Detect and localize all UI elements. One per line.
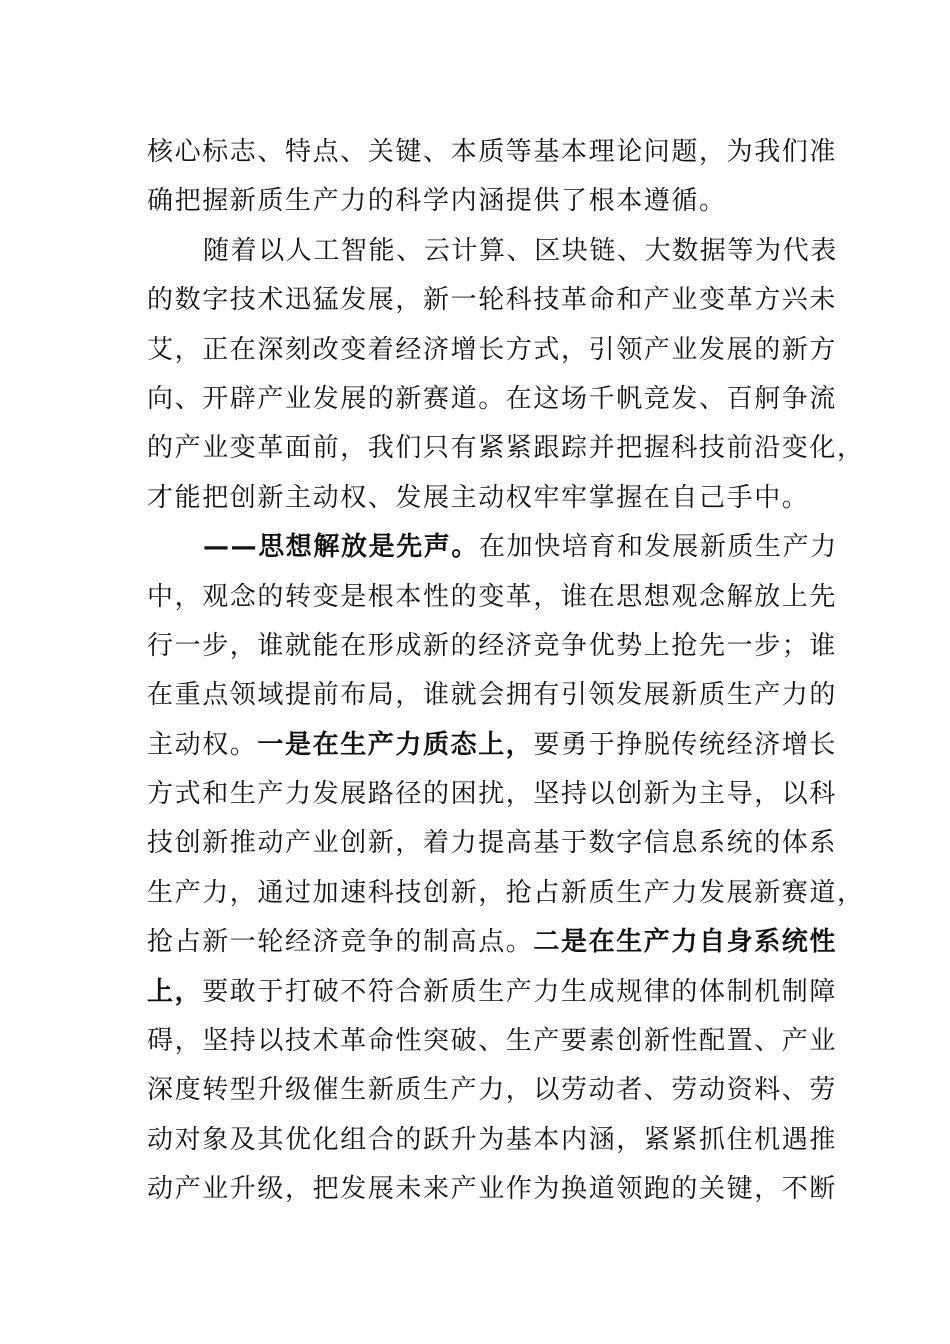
body-text: [147, 128, 865, 1215]
text-line: 艾，正在深刻改变着经济增长方式，引领产业发展的新方: [147, 334, 838, 365]
text-line: 生产力，通过加速科技创新，抢占新质生产力发展新赛道，: [147, 877, 865, 908]
text-line: [147, 968, 838, 1017]
text-line: 确把握新质生产力的科学内涵提供了根本遵循。: [147, 186, 727, 217]
text-line: 中，观念的转变是根本性的变革，谁在思想观念解放上先: [147, 581, 838, 612]
text-line: 碍，坚持以技术革命性突破、生产要素创新性配置、产业: [147, 1026, 838, 1057]
emphasis-text: 上，: [147, 976, 203, 1007]
text-line: [147, 523, 838, 572]
text-line: 方式和生产力发展路径的困扰，坚持以创新为主导，以科: [147, 779, 838, 810]
text-segment: 抢占新一轮经济竞争的制高点。: [147, 927, 534, 958]
text-line: 技创新推动产业创新，着力提高基于数字信息系统的体系: [147, 828, 838, 859]
text-line: 核心标志、特点、关键、本质等基本理论问题，为我们准: [147, 137, 838, 167]
text-line: 的数字技术迅猛发展，新一轮科技革命和产业变革方兴未: [147, 285, 838, 316]
text-segment: 要勇于挣脱传统经济增长: [533, 729, 838, 760]
text-line: 才能把创新主动权、发展主动权牢牢掌握在自己手中。: [147, 482, 810, 513]
text-segment: 要敢于打破不符合新质生产力生成规律的体制机制障: [202, 976, 838, 1007]
text-line: 动产业升级，把发展未来产业作为换道领跑的关键，不断: [147, 1174, 838, 1205]
section-heading: ——思想解放是先声。: [203, 532, 480, 563]
text-line: [147, 721, 838, 770]
text-line: 在重点领域提前布局，谁就会拥有引领发展新质生产力的: [147, 680, 838, 711]
emphasis-text: 二是在生产力自身系统性: [533, 927, 838, 958]
text-segment: 主动权。: [147, 729, 258, 760]
emphasis-text: 一是在生产力质态上，: [257, 729, 534, 760]
text-line: 动对象及其优化组合的跃升为基本内涵，紧紧抓住机遇推: [147, 1124, 838, 1155]
text-line: 随着以人工智能、云计算、区块链、大数据等为代表: [203, 235, 838, 266]
text-segment: 在加快培育和发展新质生产力: [479, 532, 838, 563]
text-line: [147, 918, 838, 967]
text-line: 向、开辟产业发展的新赛道。在这场千帆竞发、百舸争流: [147, 383, 838, 414]
text-line: 行一步，谁就能在形成新的经济竞争优势上抢先一步；谁: [147, 630, 838, 661]
text-line: 的产业变革面前，我们只有紧紧跟踪并把握科技前沿变化，: [147, 433, 865, 464]
text-line: 深度转型升级催生新质生产力，以劳动者、劳动资料、劳: [147, 1075, 838, 1106]
